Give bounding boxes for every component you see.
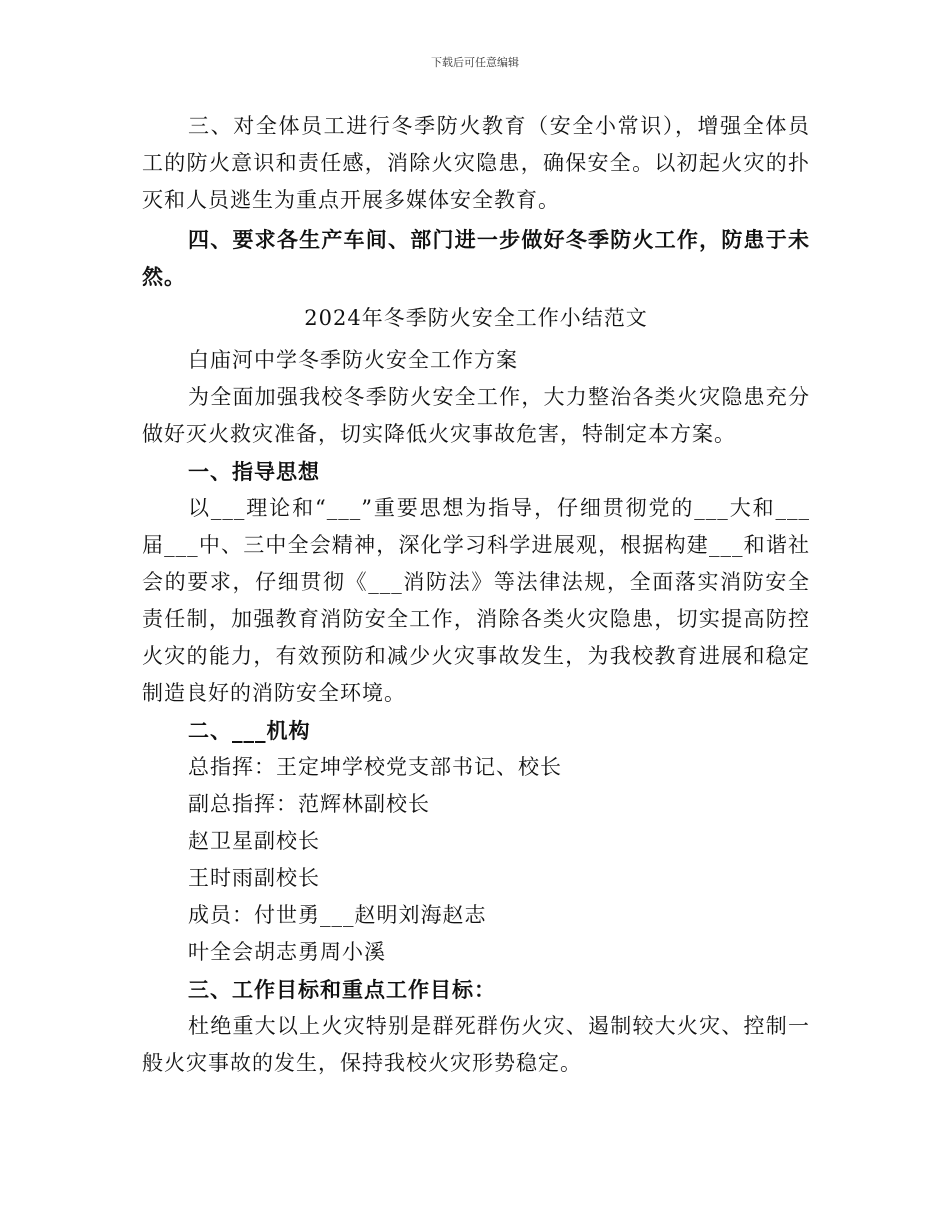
paragraph-workshop-requirement: 四、要求各生产车间、部门进一步做好冬季防火工作，防患于未然。 bbox=[142, 227, 810, 289]
document-body bbox=[142, 108, 810, 1082]
member-line: 王时雨副校长 bbox=[188, 866, 320, 890]
paragraph-work-goals: 杜绝重大以上火灾特别是群死群伤火灾、遏制较大火灾、控制一般火灾事故的发生，保持我校火灾形势稳定。 bbox=[142, 1014, 810, 1075]
member-line: 副总指挥：范辉林副校长 bbox=[188, 792, 430, 816]
document-title: 2024年冬季防火安全工作小结范文 bbox=[304, 306, 648, 330]
paragraph-intro: 为全面加强我校冬季防火安全工作，大力整治各类火灾隐患充分做好灭火救灾准备，切实降低火灾事故危害，特制定本方案。 bbox=[142, 385, 810, 446]
plan-name: 白庙河中学冬季防火安全工作方案 bbox=[188, 348, 518, 372]
paragraph-guiding-ideology: 以___理论和“___”重要思想为指导，仔细贯彻党的___大和___届___中、三中全会精神，深化学习科学进展观，根据构建___和谐社会的要求，仔细贯彻《___消防法》等法律法规，全面落实消防安全责任制，加强教育消防安全工作，消除各类火灾隐患，切实提高防控火灾的能力，有效预防和减少火灾事故发生，为我校教育进展和稳定制造良好的消防安全环境。 bbox=[142, 496, 810, 705]
member-line: 赵卫星副校长 bbox=[188, 829, 320, 853]
heading-work-goals: 三、工作目标和重点工作目标： bbox=[188, 977, 496, 1002]
member-line: 叶全会胡志勇周小溪 bbox=[188, 940, 386, 964]
heading-organization: 二、___机构 bbox=[188, 718, 311, 743]
page-header: 下载后可任意编辑 bbox=[431, 56, 519, 69]
member-line: 总指挥：王定坤学校党支部书记、校长 bbox=[188, 755, 562, 779]
paragraph-fire-education: 三、对全体员工进行冬季防火教育（安全小常识），增强全体员工的防火意识和责任感，消除火灾隐患，确保安全。以初起火灾的扑灭和人员逃生为重点开展多媒体安全教育。 bbox=[142, 114, 810, 212]
member-line: 成员：付世勇___赵明刘海赵志 bbox=[188, 903, 487, 927]
heading-guiding-ideology: 一、指导思想 bbox=[188, 459, 320, 484]
